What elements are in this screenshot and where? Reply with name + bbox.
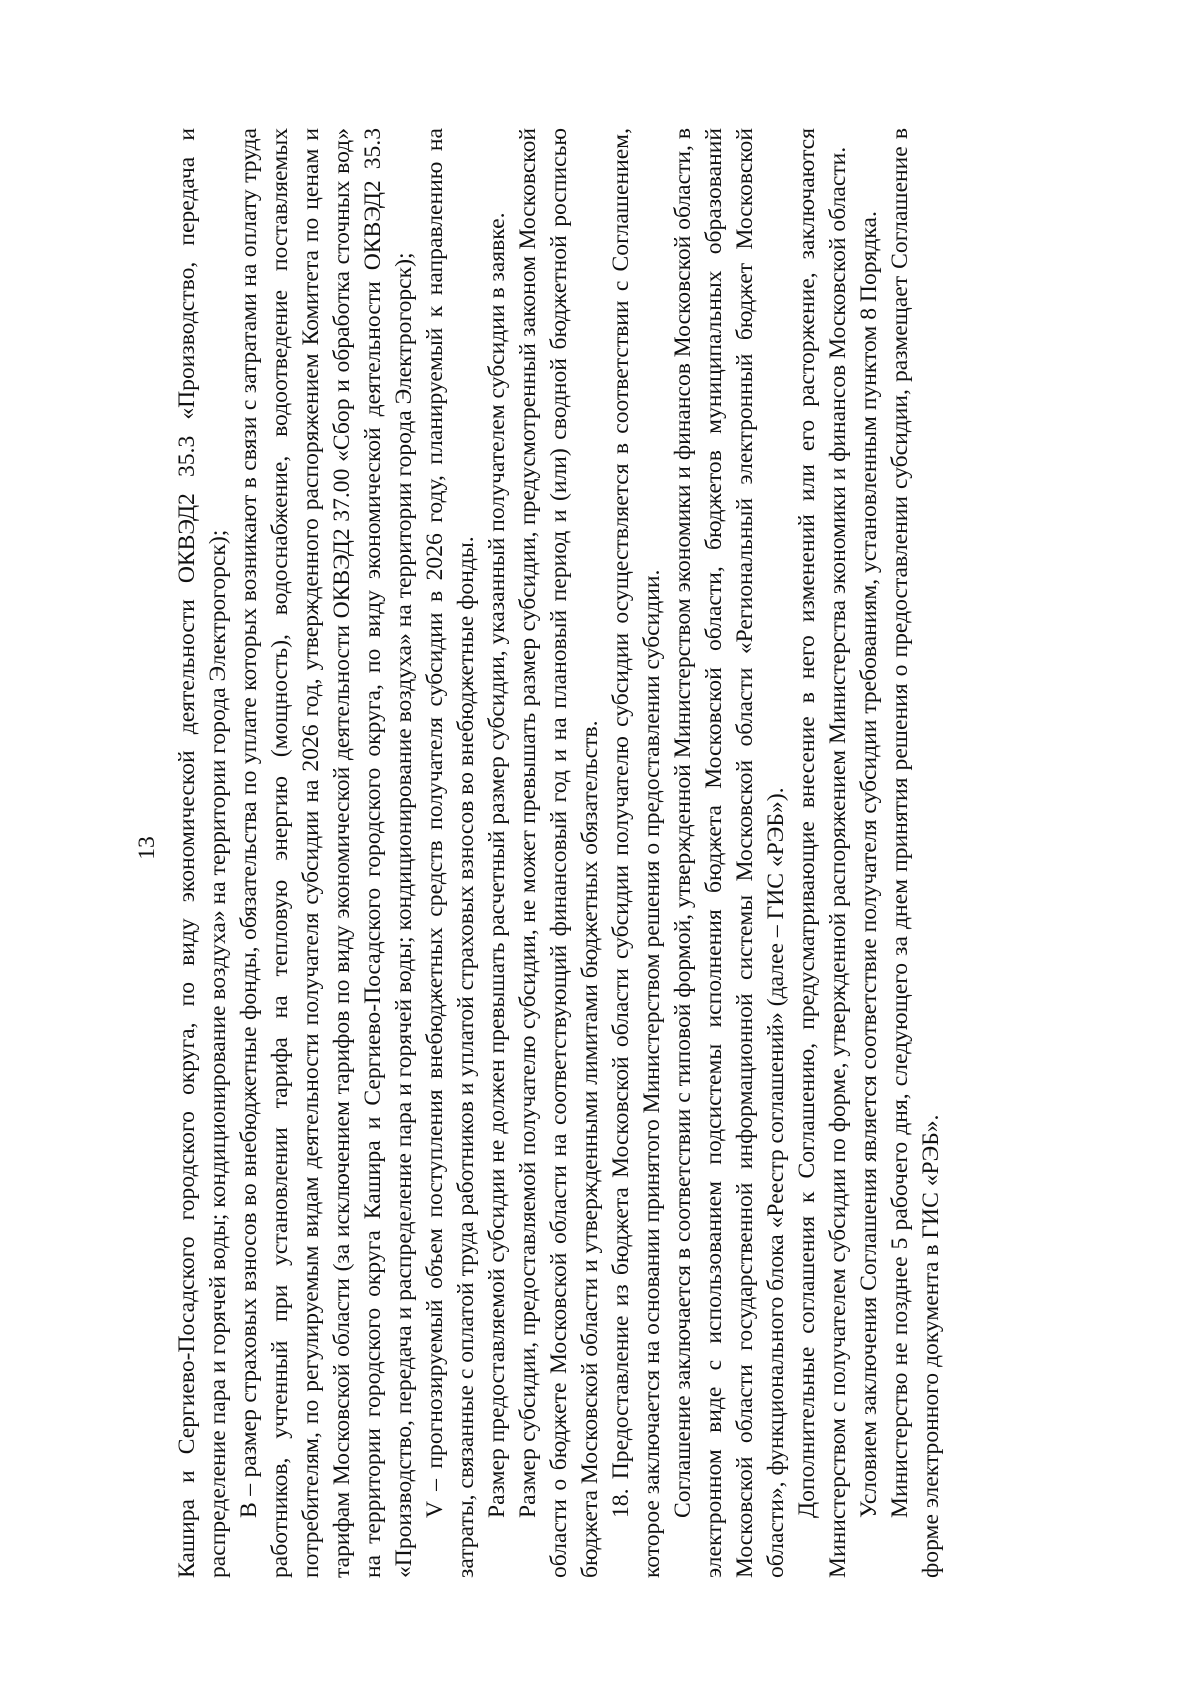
paragraph-5: Размер субсидии, предоставляемой получателю субсидии, не может превышать размер субсидии, предусмотренный законом Московской области о бюджете Московской области на соответствующий финансовый год и на плановый период и (или) сводной бюджетной росписью бюджета Московской области и утвержденными лимитами бюджетных обязательств.	[515, 128, 603, 1578]
paragraph-9: Условием заключения Соглашения является соответствие получателя субсидии требованиям, установленным пунктом 8 Порядка.	[856, 211, 882, 1518]
paragraph-2: В – размер страховых взносов во внебюджетные фонды, обязательства по уплате которых возникают в связи с затратами на оплату труда работников, учтенный при установлении тарифа на тепловую энергию (мощность), водоснабжение, водоотведение поставляемых потребителям, по регулируемым видам деятельности получателя субсидии на 2026 год, утвержденного распоряжением Комитета по ценам и тарифам Московской области (за исключением тарифов по виду экономической деятельности ОКВЭД2 37.00 «Сбор и обработка сточных вод» на территории городского округа Кашира и Сергиево-Посадского городского округа, по виду экономической деятельности ОКВЭД2 35.3 «Производство, передача и распределение пара и горячей воды; кондиционирование воздуха» на территории города Электрогорск);	[236, 128, 417, 1578]
document-body	[172, 128, 947, 1578]
paragraph-6: 18. Предоставление из бюджета Московской области субсидии получателю субсидии осуществляется в соответствии с Соглашением, которое заключается на основании принятого Министерством решения о предоставлении субсидии.	[608, 128, 665, 1578]
document-page	[100, 78, 1100, 1618]
paragraph-3: V – прогнозируемый объем поступления внебюджетных средств получателя субсидии в 2026 году, планируемый к направлению на затраты, связанные с оплатой труда работников и уплатой страховых взносов во внебюджетные фонды.	[422, 128, 479, 1578]
paragraph-4: Размер предоставляемой субсидии не должен превышать расчетный размер субсидии, указанный получателем субсидии в заявке.	[484, 212, 510, 1518]
page-number: 13	[134, 836, 160, 860]
paragraph-1: Кашира и Сергиево-Посадского городского округа, по виду экономической деятельности ОКВЭД2 35.3 «Производство, передача и распределение пара и горячей воды; кондиционирование воздуха» на территории города Электрогорск);	[174, 128, 231, 1578]
paragraph-7: Соглашение заключается в соответствии с типовой формой, утвержденной Министерством экономики и финансов Московской области, в электронном виде с использованием подсистемы исполнения бюджета Московской области, бюджетов муниципальных образований Московской области государственной информационной системы Московской области «Региональный электронный бюджет Московской области», функционального блока «Реестр соглашений» (далее – ГИС «РЭБ»).	[670, 128, 789, 1578]
paragraph-8: Дополнительные соглашения к Соглашению, предусматривающие внесение в него изменений или его расторжение, заключаются Министерством с получателем субсидии по форме, утвержденной распоряжением Министерства экономики и финансов Московской области.	[794, 128, 851, 1578]
paragraph-10: Министерство не позднее 5 рабочего дня, следующего за днем принятия решения о предоставлении субсидии, размещает Соглашение в форме электронного документа в ГИС «РЭБ».	[887, 128, 944, 1578]
